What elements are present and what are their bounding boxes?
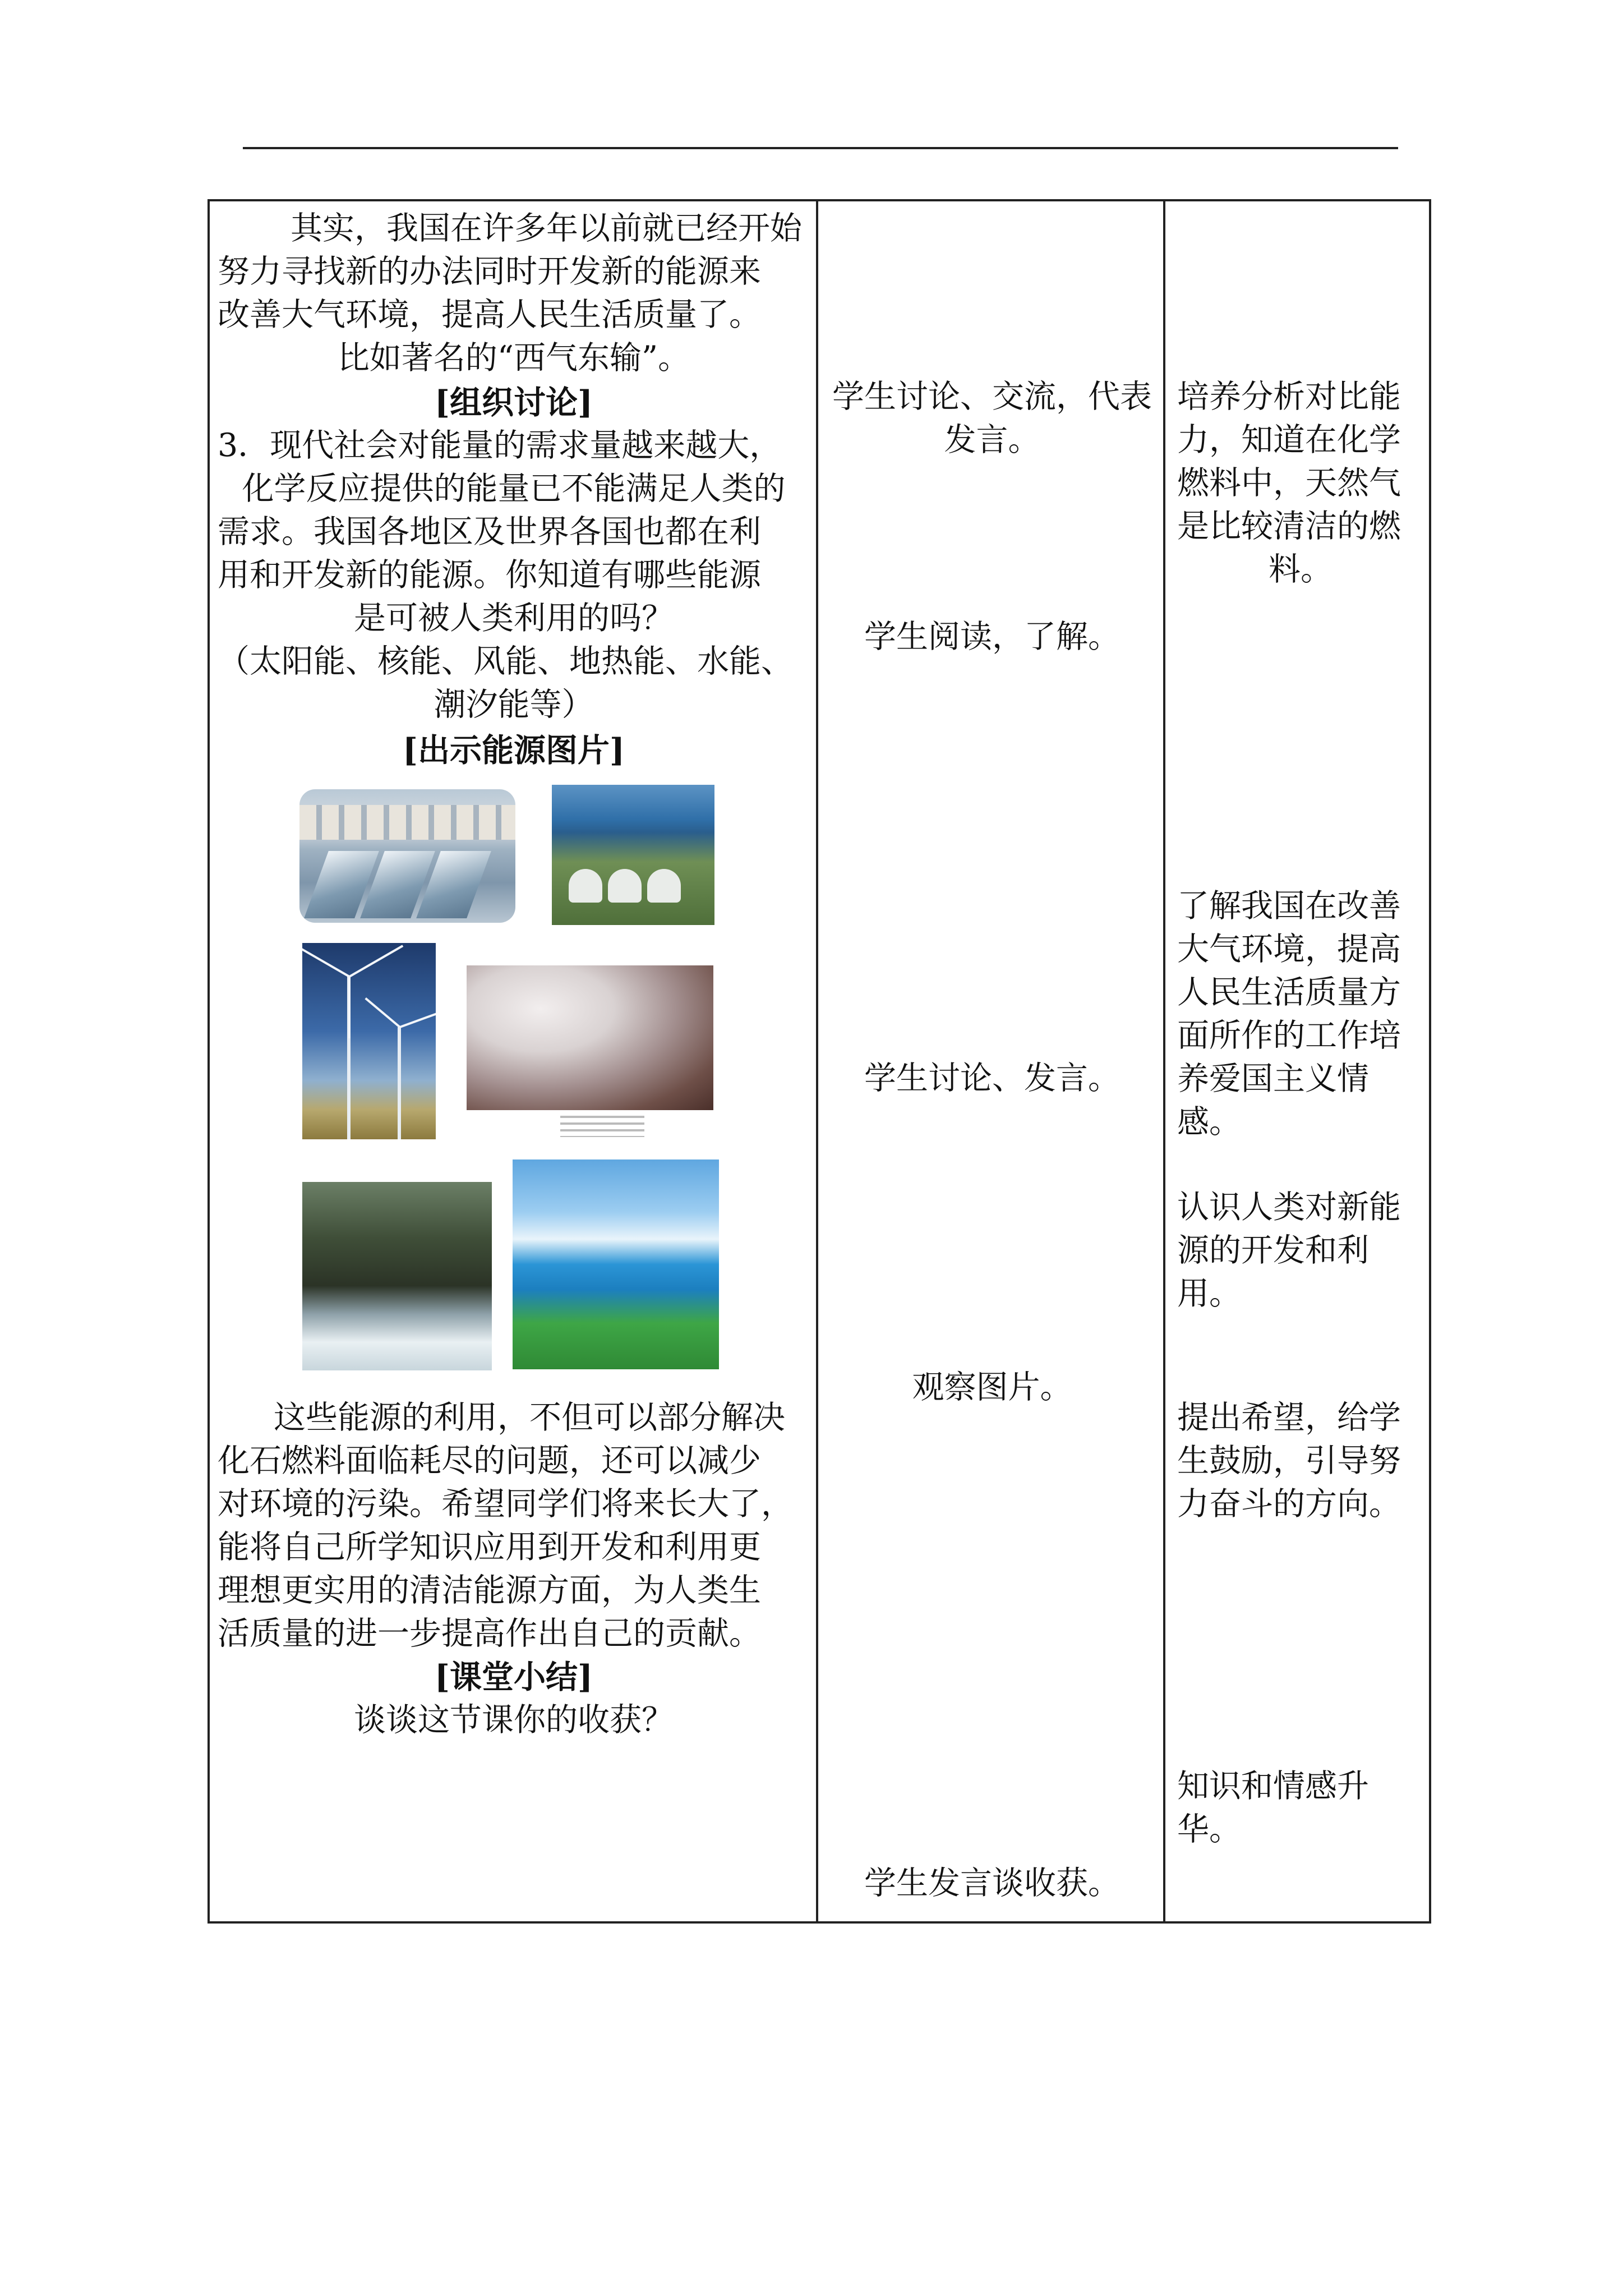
header-rule <box>243 147 1398 149</box>
intro-paragraph: 其实，我国在许多年以前就已经开始 努力寻找新的办法同时开发新的能源来 改善大气环境，提高人民生活质量了。 比如著名的“西气东输”。 <box>218 210 802 376</box>
student-activity-read: 学生阅读，了解。 <box>864 618 1120 655</box>
wind-turbines-photo <box>302 943 436 1139</box>
column-divider <box>1163 201 1165 1921</box>
heading-discussion: [组织讨论] <box>435 384 593 421</box>
intent-patriotism: 了解我国在改善 大气环境，提高 人民生活质量方 面所作的工作培 养爱国主义情感。 <box>1177 887 1401 1140</box>
heading-summary: [课堂小结] <box>435 1658 593 1696</box>
image-caption <box>560 1116 644 1137</box>
nuclear-plant-photo <box>552 785 714 925</box>
column-divider <box>816 201 818 1921</box>
student-activity-harvest: 学生发言谈收获。 <box>864 1865 1120 1902</box>
hydro-dam-photo <box>302 1182 492 1370</box>
intent-encourage: 提出希望，给学 生鼓励，引导努 力奋斗的方向。 <box>1177 1399 1401 1522</box>
intent-sublimation: 知识和情感升华。 <box>1177 1768 1369 1848</box>
intent-analysis: 培养分析对比能 力，知道在化学 燃料中，天然气 是比较清洁的燃 料。 <box>1177 378 1401 588</box>
coastline-photo <box>513 1159 719 1369</box>
intent-new-energy: 认识人类对新能 源的开发和利用。 <box>1177 1189 1401 1312</box>
solar-panels-photo <box>299 789 515 923</box>
closing-paragraph: 这些能源的利用，不但可以部分解决 化石燃料面临耗尽的问题，还可以减少 对环境的污染。希望同学们将来长大了， 能将自己所学知识应用到开发和利用更 理想更实用的清洁能源方面，为人类生 活质量的进一步提高作出自己的贡献。 <box>218 1399 793 1652</box>
student-activity-observe: 观察图片。 <box>912 1369 1072 1406</box>
student-activity-discuss: 学生讨论、交流，代表 发言。 <box>832 378 1152 458</box>
lesson-table <box>208 199 1431 1924</box>
summary-question: 谈谈这节课你的收获？ <box>354 1701 674 1738</box>
geothermal-photo <box>467 965 713 1110</box>
question-3: 3．现代社会对能量的需求量越来越大， 化学反应提供的能量已不能满足人类的 需求。我国各地区及世界各国也都在利 用和开发新的能源。你知道有哪些能源 是可被人类利用的吗？ （太阳能、核能、风能、地热能、水能、 潮汐能等） <box>218 427 793 723</box>
student-activity-speak: 学生讨论、发言。 <box>864 1060 1120 1097</box>
heading-images: [出示能源图片] <box>403 731 625 769</box>
